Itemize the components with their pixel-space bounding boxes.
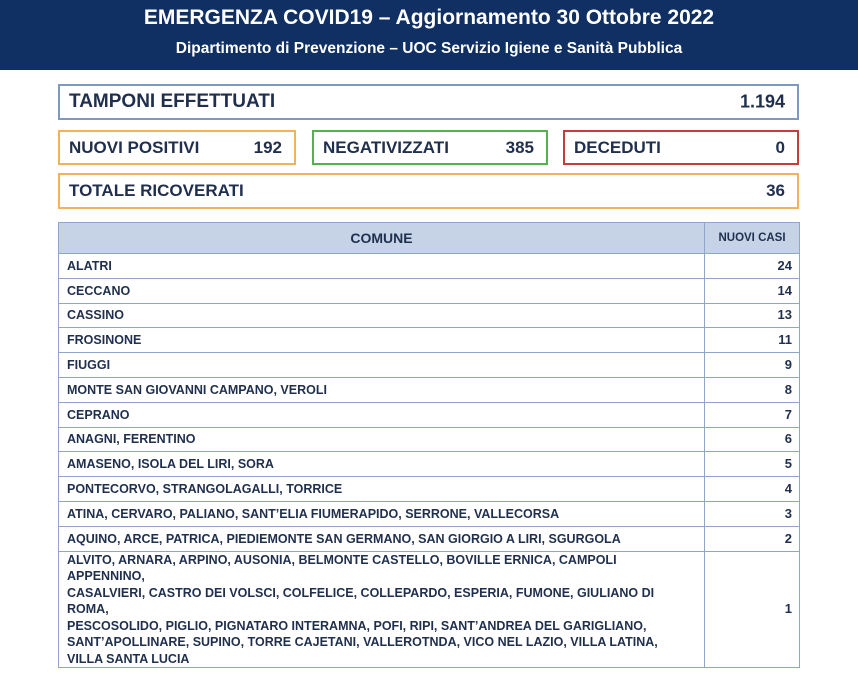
table-row xyxy=(59,452,800,477)
positivi-value: 192 xyxy=(253,137,282,157)
comune-cell: PONTECORVO, STRANGOLAGALLI, TORRICE xyxy=(59,477,705,502)
comune-cell: ALATRI xyxy=(59,254,705,279)
comune-line: CASALVIERI, CASTRO DEI VOLSCI, COLFELICE, COLLEPARDO, ESPERIA, FUMONE, GIULIANO DI ROMA, xyxy=(67,585,655,617)
table-row xyxy=(59,477,800,502)
positivi-label: NUOVI POSITIVI xyxy=(69,137,200,157)
header-comune: COMUNE xyxy=(59,223,705,254)
comune-cell: CASSINO xyxy=(59,303,705,328)
table-header-row xyxy=(59,223,800,254)
comune-line: VILLA SANTA LUCIA xyxy=(67,651,190,666)
negativizzati-value: 385 xyxy=(505,137,534,157)
header-banner xyxy=(0,0,858,70)
comune-cell: FIUGGI xyxy=(59,353,705,378)
table-row xyxy=(59,551,800,668)
positivi-box xyxy=(58,130,296,165)
table-row xyxy=(59,501,800,526)
comune-cell: CEPRANO xyxy=(59,402,705,427)
casi-cell: 14 xyxy=(705,278,800,303)
casi-cell: 11 xyxy=(705,328,800,353)
casi-cell: 1 xyxy=(705,551,800,668)
casi-cell: 7 xyxy=(705,402,800,427)
ricoverati-value: 36 xyxy=(766,181,785,200)
comune-cell: AMASENO, ISOLA DEL LIRI, SORA xyxy=(59,452,705,477)
deceduti-value: 0 xyxy=(775,137,785,157)
comune-cell: FROSINONE xyxy=(59,328,705,353)
casi-cell: 9 xyxy=(705,353,800,378)
comune-cell: MONTE SAN GIOVANNI CAMPANO, VEROLI xyxy=(59,377,705,402)
comune-line: ALVITO, ARNARA, ARPINO, AUSONIA, BELMONTE CASTELLO, BOVILLE ERNICA, CAMPOLI APPENNINO, xyxy=(67,552,617,584)
tamponi-box xyxy=(58,84,799,120)
casi-cell: 6 xyxy=(705,427,800,452)
tamponi-label: TAMPONI EFFETTUATI xyxy=(69,91,276,112)
comune-cell-multi xyxy=(59,551,705,668)
casi-cell: 24 xyxy=(705,254,800,279)
casi-cell: 4 xyxy=(705,477,800,502)
comune-line: SANT’APOLLINARE, SUPINO, TORRE CAJETANI, VALLEROTNDA, VICO NEL LAZIO, VILLA LATINA, xyxy=(67,635,658,650)
table-row xyxy=(59,303,800,328)
casi-cell: 3 xyxy=(705,501,800,526)
comune-cell: CECCANO xyxy=(59,278,705,303)
table-row xyxy=(59,526,800,551)
casi-cell: 13 xyxy=(705,303,800,328)
page-title: EMERGENZA COVID19 – Aggiornamento 30 Ottobre 2022 xyxy=(143,6,715,29)
casi-cell: 8 xyxy=(705,377,800,402)
table-row xyxy=(59,328,800,353)
table-row xyxy=(59,353,800,378)
table-row xyxy=(59,402,800,427)
deceduti-label: DECEDUTI xyxy=(574,137,661,157)
casi-cell: 5 xyxy=(705,452,800,477)
comune-line: PESCOSOLIDO, PIGLIO, PIGNATARO INTERAMNA, POFI, RIPI, SANT’ANDREA DEL GARIGLIANO, xyxy=(67,618,647,633)
negativizzati-label: NEGATIVIZZATI xyxy=(323,137,449,157)
comune-cell: AQUINO, ARCE, PATRICA, PIEDIEMONTE SAN GERMANO, SAN GIORGIO A LIRI, SGURGOLA xyxy=(59,526,705,551)
cases-table xyxy=(58,222,800,668)
comune-cell: ATINA, CERVARO, PALIANO, SANT’ELIA FIUMERAPIDO, SERRONE, VALLECORSA xyxy=(59,501,705,526)
table-row xyxy=(59,254,800,279)
table-row xyxy=(59,427,800,452)
negativizzati-box xyxy=(312,130,548,165)
ricoverati-box xyxy=(58,173,799,209)
tamponi-value: 1.194 xyxy=(739,91,785,112)
page-subtitle: Dipartimento di Prevenzione – UOC Servizio Igiene e Sanità Pubblica xyxy=(175,40,683,57)
table-row xyxy=(59,278,800,303)
deceduti-box xyxy=(563,130,799,165)
casi-cell: 2 xyxy=(705,526,800,551)
comune-cell: ANAGNI, FERENTINO xyxy=(59,427,705,452)
header-nuovi-casi: NUOVI CASI xyxy=(705,223,800,254)
ricoverati-label: TOTALE RICOVERATI xyxy=(69,181,244,200)
table-row xyxy=(59,377,800,402)
